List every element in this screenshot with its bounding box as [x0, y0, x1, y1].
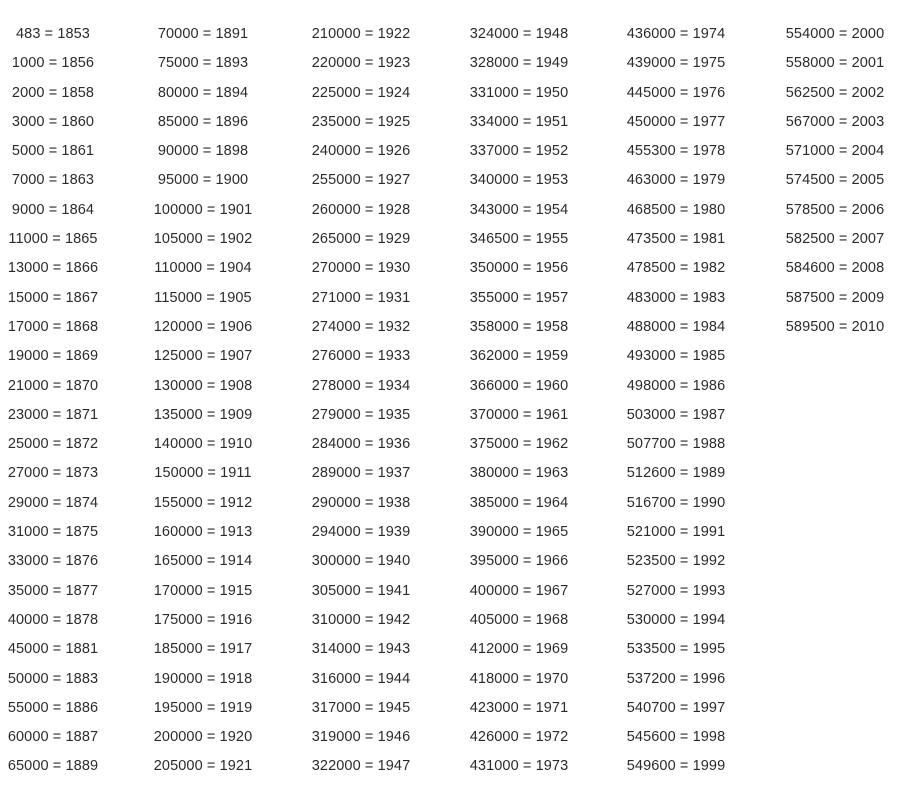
serial-year-entry: 350000 = 1956	[469, 260, 569, 277]
serial-year-entry: 530000 = 1994	[626, 611, 726, 628]
serial-year-entry: 537200 = 1996	[626, 670, 726, 687]
serial-year-entry: 289000 = 1937	[311, 465, 411, 482]
table-column	[0, 20, 128, 782]
serial-year-entry: 260000 = 1928	[311, 201, 411, 218]
serial-year-entry: 362000 = 1959	[469, 348, 569, 365]
serial-year-entry: 587500 = 2009	[785, 289, 885, 306]
serial-year-entry: 483 = 1853	[16, 26, 90, 42]
serial-year-entry: 431000 = 1973	[469, 758, 569, 775]
serial-year-entry: 527000 = 1993	[626, 582, 726, 599]
serial-year-entry: 271000 = 1931	[311, 289, 411, 306]
serial-year-entry: 45000 = 1881	[7, 641, 99, 658]
serial-year-entry: 567000 = 2003	[785, 113, 885, 130]
serial-year-entry: 554000 = 2000	[785, 26, 885, 42]
serial-year-entry: 488000 = 1984	[626, 318, 726, 335]
serial-year-entry: 507700 = 1988	[626, 436, 726, 453]
serial-year-entry: 370000 = 1961	[469, 406, 569, 423]
serial-year-entry: 33000 = 1876	[7, 553, 99, 570]
serial-year-entry: 135000 = 1909	[153, 406, 253, 423]
serial-year-entry: 390000 = 1965	[469, 524, 569, 541]
serial-year-entry: 130000 = 1908	[153, 377, 253, 394]
serial-year-entry: 125000 = 1907	[153, 348, 253, 365]
serial-year-entry: 337000 = 1952	[469, 143, 569, 160]
serial-year-entry: 385000 = 1964	[469, 494, 569, 511]
serial-year-entry: 455300 = 1978	[626, 143, 726, 160]
serial-year-entry: 423000 = 1971	[469, 699, 569, 716]
serial-year-entry: 395000 = 1966	[469, 553, 569, 570]
serial-year-entry: 314000 = 1943	[311, 641, 411, 658]
serial-year-entry: 540700 = 1997	[626, 699, 726, 716]
serial-year-entry: 582500 = 2007	[785, 231, 885, 248]
serial-year-entry: 439000 = 1975	[626, 55, 726, 72]
serial-year-entry: 40000 = 1878	[7, 611, 99, 628]
serial-year-entry: 276000 = 1933	[311, 348, 411, 365]
serial-year-entry: 562500 = 2002	[785, 84, 885, 101]
serial-year-entry: 493000 = 1985	[626, 348, 726, 365]
serial-year-entry: 558000 = 2001	[785, 55, 885, 72]
serial-year-entry: 436000 = 1974	[626, 26, 726, 42]
serial-year-entry: 483000 = 1983	[626, 289, 726, 306]
serial-year-entry: 316000 = 1944	[311, 670, 411, 687]
serial-year-entry: 412000 = 1969	[469, 641, 569, 658]
table-column	[286, 20, 436, 782]
serial-year-entry: 294000 = 1939	[311, 524, 411, 541]
serial-year-entry: 574500 = 2005	[785, 172, 885, 189]
serial-year-entry: 589500 = 2010	[785, 318, 885, 335]
serial-year-entry: 478500 = 1982	[626, 260, 726, 277]
serial-year-entry: 278000 = 1934	[311, 377, 411, 394]
serial-year-entry: 331000 = 1950	[469, 84, 569, 101]
serial-year-entry: 523500 = 1992	[626, 553, 726, 570]
serial-year-entry: 584600 = 2008	[785, 260, 885, 277]
serial-year-entry: 463000 = 1979	[626, 172, 726, 189]
serial-year-entry: 120000 = 1906	[153, 318, 253, 335]
serial-year-entry: 200000 = 1920	[153, 729, 253, 746]
serial-year-entry: 190000 = 1918	[153, 670, 253, 687]
serial-year-entry: 220000 = 1923	[311, 55, 411, 72]
serial-year-entry: 503000 = 1987	[626, 406, 726, 423]
serial-year-entry: 1000 = 1856	[11, 55, 95, 72]
serial-year-entry: 15000 = 1867	[7, 289, 99, 306]
serial-year-entry: 70000 = 1891	[157, 26, 249, 42]
serial-year-entry: 343000 = 1954	[469, 201, 569, 218]
serial-year-entry: 450000 = 1977	[626, 113, 726, 130]
serial-year-entry: 274000 = 1932	[311, 318, 411, 335]
serial-year-entry: 100000 = 1901	[153, 201, 253, 218]
serial-year-entry: 265000 = 1929	[311, 231, 411, 248]
serial-year-entry: 319000 = 1946	[311, 729, 411, 746]
serial-year-entry: 240000 = 1926	[311, 143, 411, 160]
serial-year-entry: 90000 = 1898	[157, 143, 249, 160]
serial-year-entry: 19000 = 1869	[7, 348, 99, 365]
serial-year-entry: 80000 = 1894	[157, 84, 249, 101]
serial-year-entry: 426000 = 1972	[469, 729, 569, 746]
serial-year-entry: 21000 = 1870	[7, 377, 99, 394]
serial-year-entry: 324000 = 1948	[469, 26, 569, 42]
serial-year-entry: 235000 = 1925	[311, 113, 411, 130]
serial-year-entry: 185000 = 1917	[153, 641, 253, 658]
serial-year-entry: 195000 = 1919	[153, 699, 253, 716]
serial-year-entry: 2000 = 1858	[11, 84, 95, 101]
table-column	[601, 20, 751, 782]
serial-year-entry: 5000 = 1861	[11, 143, 95, 160]
serial-year-entry: 445000 = 1976	[626, 84, 726, 101]
serial-year-entry: 255000 = 1927	[311, 172, 411, 189]
table-column	[760, 20, 900, 342]
serial-year-entry: 533500 = 1995	[626, 641, 726, 658]
serial-year-entry: 545600 = 1998	[626, 729, 726, 746]
serial-year-entry: 25000 = 1872	[7, 436, 99, 453]
serial-year-entry: 305000 = 1941	[311, 582, 411, 599]
serial-year-entry: 300000 = 1940	[311, 553, 411, 570]
serial-year-entry: 27000 = 1873	[7, 465, 99, 482]
serial-year-entry: 85000 = 1896	[157, 113, 249, 130]
serial-year-entry: 521000 = 1991	[626, 524, 726, 541]
serial-year-entry: 355000 = 1957	[469, 289, 569, 306]
serial-year-entry: 571000 = 2004	[785, 143, 885, 160]
serial-year-entry: 160000 = 1913	[153, 524, 253, 541]
serial-year-entry: 155000 = 1912	[153, 494, 253, 511]
serial-year-entry: 175000 = 1916	[153, 611, 253, 628]
serial-year-entry: 317000 = 1945	[311, 699, 411, 716]
serial-year-entry: 110000 = 1904	[154, 260, 252, 277]
serial-year-entry: 473500 = 1981	[626, 231, 726, 248]
serial-year-entry: 150000 = 1911	[154, 465, 252, 482]
serial-year-entry: 578500 = 2006	[785, 201, 885, 218]
serial-year-entry: 328000 = 1949	[469, 55, 569, 72]
serial-year-entry: 60000 = 1887	[7, 729, 99, 746]
serial-year-entry: 375000 = 1962	[469, 436, 569, 453]
serial-year-entry: 400000 = 1967	[469, 582, 569, 599]
serial-year-entry: 340000 = 1953	[469, 172, 569, 189]
serial-year-entry: 29000 = 1874	[7, 494, 99, 511]
serial-year-entry: 290000 = 1938	[311, 494, 411, 511]
serial-year-entry: 170000 = 1915	[153, 582, 253, 599]
serial-year-entry: 225000 = 1924	[311, 84, 411, 101]
serial-year-entry: 346500 = 1955	[469, 231, 569, 248]
serial-year-entry: 31000 = 1875	[7, 524, 99, 541]
serial-year-entry: 468500 = 1980	[626, 201, 726, 218]
serial-year-entry: 35000 = 1877	[7, 582, 99, 599]
serial-year-table	[0, 20, 900, 790]
serial-year-entry: 366000 = 1960	[469, 377, 569, 394]
serial-year-entry: 65000 = 1889	[7, 758, 99, 775]
table-column	[128, 20, 278, 782]
serial-year-entry: 95000 = 1900	[157, 172, 249, 189]
serial-year-entry: 115000 = 1905	[154, 289, 252, 306]
serial-year-entry: 23000 = 1871	[7, 406, 99, 423]
serial-year-entry: 358000 = 1958	[469, 318, 569, 335]
serial-year-entry: 55000 = 1886	[7, 699, 99, 716]
serial-year-entry: 13000 = 1866	[7, 260, 99, 277]
serial-year-entry: 270000 = 1930	[311, 260, 411, 277]
serial-year-entry: 405000 = 1968	[469, 611, 569, 628]
serial-year-entry: 11000 = 1865	[8, 231, 98, 248]
serial-year-entry: 75000 = 1893	[157, 55, 249, 72]
serial-year-entry: 105000 = 1902	[153, 231, 253, 248]
serial-year-entry: 140000 = 1910	[153, 436, 253, 453]
serial-year-entry: 310000 = 1942	[311, 611, 411, 628]
serial-year-entry: 322000 = 1947	[311, 758, 411, 775]
serial-year-entry: 3000 = 1860	[11, 113, 95, 130]
serial-year-entry: 380000 = 1963	[469, 465, 569, 482]
serial-year-entry: 50000 = 1883	[7, 670, 99, 687]
serial-year-entry: 9000 = 1864	[11, 201, 95, 218]
serial-year-entry: 516700 = 1990	[626, 494, 726, 511]
table-column	[444, 20, 594, 782]
serial-year-entry: 334000 = 1951	[469, 113, 569, 130]
serial-year-entry: 549600 = 1999	[626, 758, 726, 775]
serial-year-entry: 512600 = 1989	[626, 465, 726, 482]
serial-year-entry: 17000 = 1868	[7, 318, 99, 335]
serial-year-entry: 165000 = 1914	[153, 553, 253, 570]
serial-year-entry: 284000 = 1936	[311, 436, 411, 453]
serial-year-entry: 418000 = 1970	[469, 670, 569, 687]
serial-year-entry: 210000 = 1922	[311, 26, 411, 42]
serial-year-entry: 279000 = 1935	[311, 406, 411, 423]
serial-year-entry: 7000 = 1863	[11, 172, 95, 189]
serial-year-entry: 205000 = 1921	[153, 758, 253, 775]
serial-year-entry: 498000 = 1986	[626, 377, 726, 394]
